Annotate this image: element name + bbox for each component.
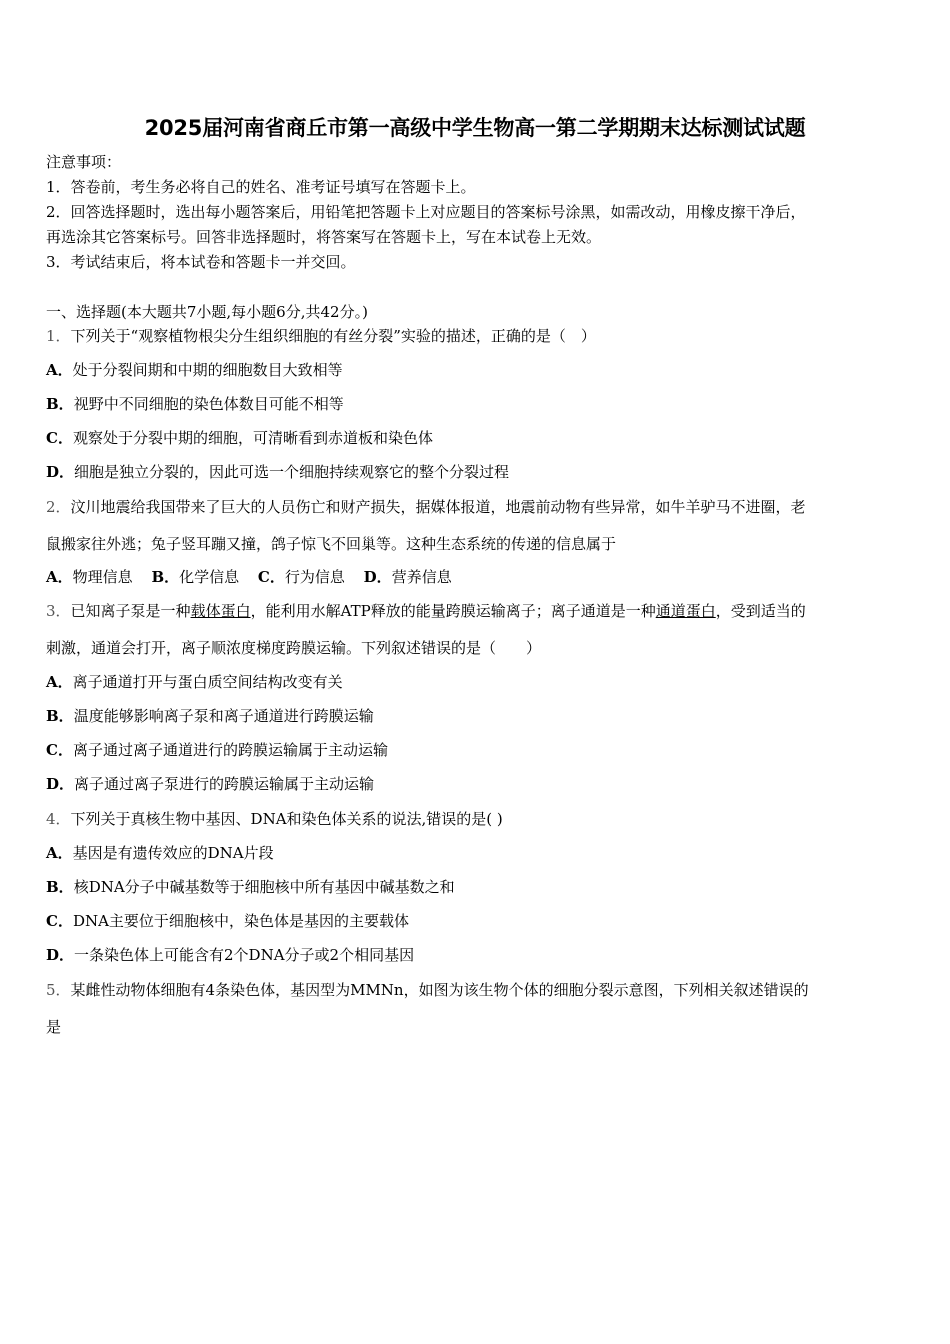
option-text: 观察处于分裂中期的细胞，可清晰看到赤道板和染色体	[72, 429, 433, 447]
question-number: 5．	[46, 981, 71, 999]
underlined-term: 通道蛋白	[655, 602, 716, 620]
option-label: A．	[46, 844, 73, 862]
option-line	[46, 740, 906, 760]
option-line	[46, 706, 906, 726]
option-text: 离子通过离子泵进行的跨膜运输属于主动运输	[74, 775, 375, 793]
option-text: DNA主要位于细胞核中，染色体是基因的主要载体	[72, 912, 409, 930]
notice-item: 1．答卷前，考生务必将自己的姓名、准考证号填写在答题卡上。	[46, 178, 476, 196]
option-label: D．	[46, 463, 75, 481]
question-stem: 已知离子泵是一种	[70, 602, 191, 620]
question-number: 1．	[46, 327, 71, 345]
option-text: 离子通过离子通道进行的跨膜运输属于主动运输	[72, 741, 388, 759]
notice-item: 2．回答选择题时，选出每小题答案后，用铅笔把答题卡上对应题目的答案标号涂黑，如需改动，用橡皮擦干净后，	[46, 203, 806, 221]
option-label: C．	[46, 741, 73, 759]
page-title: 2025届河南省商丘市第一高级中学生物高一第二学期期末达标测试试题	[144, 116, 806, 140]
option-label: D．	[363, 568, 392, 586]
option-text: 温度能够影响离子泵和离子通道进行跨膜运输	[73, 707, 374, 725]
option-line	[46, 843, 906, 863]
question-stem-continued: 是	[46, 1018, 62, 1036]
question-stem: 某雌性动物体细胞有4条染色体，基因型为MMNn，如图为该生物个体的细胞分裂示意图，下列相关叙述错误的	[70, 981, 809, 999]
question-stem: 下列关于真核生物中基因、DNA和染色体关系的说法,错误的是( )	[70, 810, 503, 828]
question-stem: 下列关于“观察植物根尖分生组织细胞的有丝分裂”实验的描述，正确的是（ ）	[70, 327, 596, 345]
option-text: 营养信息	[391, 568, 452, 586]
option-label: B．	[46, 395, 74, 413]
option-label: B．	[46, 878, 74, 896]
option-label: C．	[257, 568, 285, 586]
option-text: 一条染色体上可能含有2个DNA分子或2个相同基因	[74, 946, 415, 964]
option-text: 处于分裂间期和中期的细胞数目大致相等	[72, 361, 343, 379]
notice-item: 再选涂其它答案标号。回答非选择题时，将答案写在答题卡上，写在本试卷上无效。	[46, 228, 602, 246]
option-line	[46, 462, 906, 482]
question-stem: 汶川地震给我国带来了巨大的人员伤亡和财产损失，据媒体报道，地震前动物有些异常，如牛羊驴马不进圈，老	[70, 498, 806, 516]
question-4	[46, 809, 906, 829]
option-text: 化学信息	[179, 568, 240, 586]
option-line	[46, 877, 906, 897]
option-text: 核DNA分子中碱基数等于细胞核中所有基因中碱基数之和	[73, 878, 455, 896]
underlined-term: 载体蛋白	[190, 602, 251, 620]
option-label: A．	[46, 673, 73, 691]
notice-item: 3．考试结束后，将本试卷和答题卡一并交回。	[46, 253, 356, 271]
options-inline	[46, 567, 906, 587]
option-line	[46, 911, 906, 931]
question-stem: ，受到适当的	[715, 602, 806, 620]
option-label: C．	[46, 429, 73, 447]
question-3	[46, 601, 906, 621]
option-label: B．	[46, 707, 74, 725]
option-label: A．	[46, 568, 73, 586]
option-text: 离子通道打开与蛋白质空间结构改变有关	[72, 673, 343, 691]
option-label: D．	[46, 946, 75, 964]
option-label: D．	[46, 775, 75, 793]
section-heading: 一、选择题(本大题共7小题,每小题6分,共42分。)	[46, 303, 368, 321]
option-line	[46, 945, 906, 965]
question-stem-continued: 鼠搬家往外逃；兔子竖耳蹦又撞，鸽子惊飞不回巢等。这种生态系统的传递的信息属于	[46, 535, 617, 553]
option-label: C．	[46, 912, 73, 930]
option-text: 物理信息	[72, 568, 133, 586]
question-number: 2．	[46, 498, 71, 516]
notice-heading: 注意事项：	[46, 153, 122, 171]
option-label: B．	[151, 568, 180, 586]
question-number: 4．	[46, 810, 71, 828]
question-number: 3．	[46, 602, 71, 620]
option-line	[46, 672, 906, 692]
option-text: 细胞是独立分裂的，因此可选一个细胞持续观察它的整个分裂过程	[74, 463, 510, 481]
option-line	[46, 394, 906, 414]
question-stem-continued: 刺激，通道会打开，离子顺浓度梯度跨膜运输。下列叙述错误的是（ ）	[46, 639, 542, 657]
option-text: 基因是有遗传效应的DNA片段	[72, 844, 274, 862]
question-stem: ，能利用水解ATP释放的能量跨膜运输离子；离子通道是一种	[250, 602, 656, 620]
question-2	[46, 497, 906, 517]
option-line	[46, 428, 906, 448]
question-5	[46, 980, 906, 1000]
question-1	[46, 326, 906, 346]
option-label: A．	[46, 361, 73, 379]
option-line	[46, 774, 906, 794]
option-text: 行为信息	[284, 568, 345, 586]
option-text: 视野中不同细胞的染色体数目可能不相等	[73, 395, 344, 413]
option-line	[46, 360, 906, 380]
